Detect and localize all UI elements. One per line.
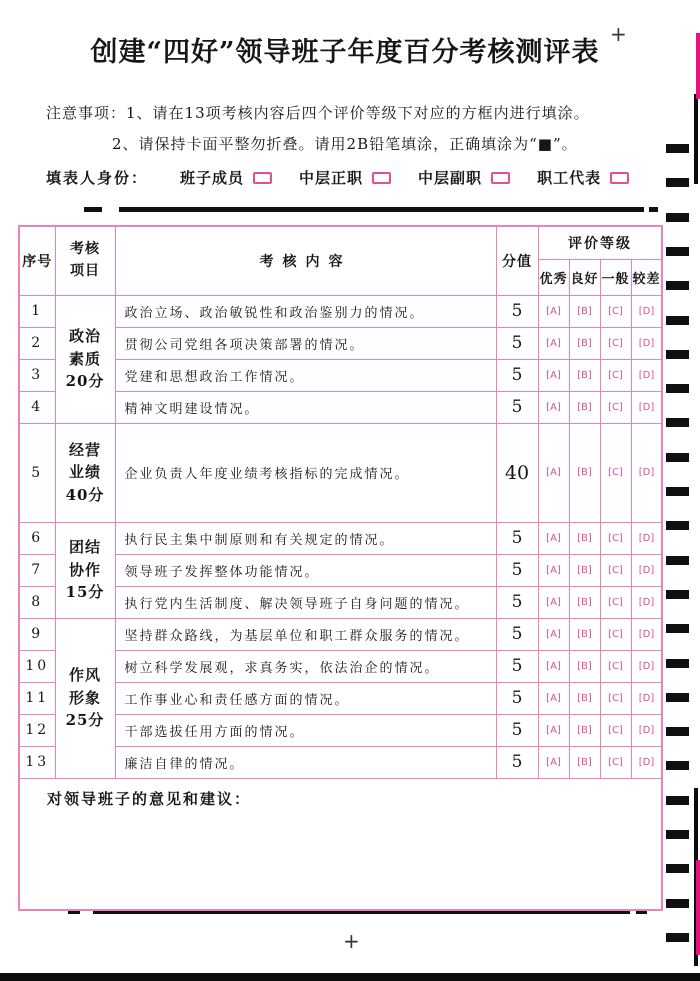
group-label-line: 15分 [65, 583, 105, 602]
grade-bubble-d[interactable]: [D] [631, 682, 662, 714]
group-label-line: 作风 [68, 666, 101, 685]
assessment-table [18, 225, 663, 911]
table-row [19, 359, 662, 391]
identity-label: 填表人身份： [46, 169, 149, 187]
table-row [19, 423, 662, 522]
filler-identity-row [46, 167, 656, 188]
grade-bubble-a[interactable]: [A] [538, 359, 569, 391]
comments-input-area[interactable]: 对领导班子的意见和建议： [19, 778, 662, 910]
assessment-content: 树立科学发展观，求真务实，依法治企的情况。 [115, 650, 496, 682]
assessment-content: 政治立场、政治敏锐性和政治鉴别力的情况。 [115, 295, 496, 327]
comments-row [19, 778, 662, 910]
grade-bubble-c[interactable]: [C] [600, 618, 631, 650]
grade-bubble-d[interactable]: [D] [631, 714, 662, 746]
score-value: 5 [496, 554, 538, 586]
identity-option-team-member [180, 167, 272, 188]
grade-bubble-d[interactable]: [D] [631, 522, 662, 554]
scan-edge-bottom [0, 973, 700, 981]
timing-mark [666, 316, 689, 325]
group-label-line: 40分 [65, 485, 105, 504]
group-style-image [55, 618, 115, 778]
option-label: 中层副职 [418, 169, 483, 187]
grade-bubble-c[interactable]: [C] [600, 423, 631, 522]
group-political-quality [55, 295, 115, 423]
score-value: 40 [496, 423, 538, 522]
group-label-line: 素质 [68, 349, 101, 368]
timing-mark [666, 418, 689, 427]
group-label-line: 20分 [65, 372, 105, 391]
grade-bubble-d[interactable]: [D] [631, 586, 662, 618]
timing-mark [666, 864, 689, 873]
score-value: 5 [496, 650, 538, 682]
assessment-content: 执行党内生活制度、解决领导班子自身问题的情况。 [115, 586, 496, 618]
form-title: 创建“四好”领导班子年度百分考核测评表 [90, 37, 600, 68]
identity-option-middle-deputy [418, 167, 510, 188]
grade-bubble-a[interactable]: [A] [538, 746, 569, 778]
timing-mark [666, 487, 689, 496]
grade-bubble-b[interactable]: [B] [569, 359, 600, 391]
assessment-content: 企业负责人年度业绩考核指标的完成情况。 [115, 423, 496, 522]
timing-mark [666, 453, 689, 462]
table-row [19, 618, 662, 650]
row-number: 3 [19, 359, 55, 391]
grade-bubble-a[interactable]: [A] [538, 554, 569, 586]
grade-bubble-a[interactable]: [A] [538, 522, 569, 554]
grade-bubble-a[interactable]: [A] [538, 650, 569, 682]
grade-bubble-b[interactable]: [B] [569, 327, 600, 359]
header-item: 考核项目 [55, 226, 115, 295]
group-label-line: 业绩 [68, 463, 101, 482]
notice-text-1: 1、请在13项考核内容后四个评价等级下对应的方框内进行填涂。 [126, 104, 590, 122]
timing-mark [666, 830, 689, 839]
assessment-content: 精神文明建设情况。 [115, 391, 496, 423]
table-row [19, 586, 662, 618]
table-row [19, 714, 662, 746]
row-number: 12 [19, 714, 55, 746]
score-value: 5 [496, 391, 538, 423]
timing-mark [666, 247, 689, 256]
assessment-content: 贯彻公司党组各项决策部署的情况。 [115, 327, 496, 359]
table-row [19, 746, 662, 778]
grade-bubble-b[interactable]: [B] [569, 295, 600, 327]
grade-bubble-a[interactable]: [A] [538, 327, 569, 359]
timing-mark [666, 178, 689, 187]
grade-bubble-d[interactable]: [D] [631, 618, 662, 650]
grade-bubble-d[interactable]: [D] [631, 295, 662, 327]
assessment-content: 廉洁自律的情况。 [115, 746, 496, 778]
group-label-line: 协作 [68, 560, 101, 579]
registration-cross-top-icon: + [610, 22, 627, 46]
score-value: 5 [496, 618, 538, 650]
grade-bubble-b[interactable]: [B] [569, 423, 600, 522]
grade-bubble-b[interactable]: [B] [569, 650, 600, 682]
grade-bubble-b[interactable]: [B] [569, 682, 600, 714]
score-value: 5 [496, 682, 538, 714]
row-number: 13 [19, 746, 55, 778]
grade-bubble-a[interactable]: [A] [538, 423, 569, 522]
timing-mark [666, 281, 689, 290]
timing-mark [666, 384, 689, 393]
timing-mark [666, 933, 689, 942]
table-row [19, 554, 662, 586]
table-header-row [19, 226, 662, 259]
notice-label: 注意事项： [46, 104, 127, 122]
header-seq: 序号 [19, 226, 55, 295]
grade-bubble-c[interactable]: [C] [600, 295, 631, 327]
header-average: 一般 [600, 259, 631, 295]
option-label: 中层正职 [299, 169, 364, 187]
grade-bubble-d[interactable]: [D] [631, 391, 662, 423]
score-value: 5 [496, 746, 538, 778]
assessment-content: 领导班子发挥整体功能情况。 [115, 554, 496, 586]
group-label-line: 25分 [65, 711, 105, 730]
option-label: 职工代表 [537, 169, 602, 187]
grade-bubble-a[interactable]: [A] [538, 586, 569, 618]
score-value: 5 [496, 586, 538, 618]
header-score: 分值 [496, 226, 538, 295]
identity-checkbox[interactable] [610, 172, 629, 184]
scan-edge-magenta [696, 860, 700, 955]
grade-bubble-d[interactable]: [D] [631, 554, 662, 586]
timing-mark [666, 659, 689, 668]
score-value: 5 [496, 295, 538, 327]
grade-bubble-c[interactable]: [C] [600, 522, 631, 554]
grade-bubble-b[interactable]: [B] [569, 391, 600, 423]
timing-mark [666, 796, 689, 805]
group-label-line: 政治 [68, 327, 101, 346]
grade-bubble-d[interactable]: [D] [631, 423, 662, 522]
notice-line-1 [46, 102, 590, 123]
row-number: 11 [19, 682, 55, 714]
header-good: 良好 [569, 259, 600, 295]
grade-bubble-b[interactable]: [B] [569, 586, 600, 618]
grade-bubble-b[interactable]: [B] [569, 618, 600, 650]
timing-mark [666, 590, 689, 599]
identity-option-middle-principal [299, 167, 391, 188]
grade-bubble-b[interactable]: [B] [569, 714, 600, 746]
assessment-content: 执行民主集中制原则和有关规定的情况。 [115, 522, 496, 554]
grade-bubble-a[interactable]: [A] [538, 682, 569, 714]
row-number: 5 [19, 423, 55, 522]
score-value: 5 [496, 327, 538, 359]
grade-bubble-c[interactable]: [C] [600, 714, 631, 746]
calibration-line-top [0, 207, 700, 212]
group-label-line: 团结 [68, 538, 101, 557]
table-row [19, 327, 662, 359]
row-number: 7 [19, 554, 55, 586]
grade-bubble-d[interactable]: [D] [631, 650, 662, 682]
grade-bubble-a[interactable]: [A] [538, 618, 569, 650]
row-number: 9 [19, 618, 55, 650]
score-value: 5 [496, 714, 538, 746]
table-row [19, 650, 662, 682]
timing-mark [666, 693, 689, 702]
identity-checkbox[interactable] [372, 172, 391, 184]
header-grade: 评价等级 [538, 226, 662, 259]
identity-checkbox[interactable] [253, 172, 272, 184]
row-number: 10 [19, 650, 55, 682]
grade-bubble-c[interactable]: [C] [600, 391, 631, 423]
row-number: 6 [19, 522, 55, 554]
table-row [19, 522, 662, 554]
assessment-content: 工作事业心和责任感方面的情况。 [115, 682, 496, 714]
grade-bubble-d[interactable]: [D] [631, 359, 662, 391]
timing-mark [666, 899, 689, 908]
row-number: 4 [19, 391, 55, 423]
scan-edge-right [694, 94, 698, 184]
group-label-line: 形象 [68, 688, 101, 707]
registration-cross-bottom-icon: + [343, 929, 360, 953]
timing-mark [666, 521, 689, 530]
row-number: 8 [19, 586, 55, 618]
identity-checkbox[interactable] [491, 172, 510, 184]
timing-mark [666, 350, 689, 359]
grade-bubble-c[interactable]: [C] [600, 682, 631, 714]
timing-mark [666, 556, 689, 565]
identity-option-staff-rep [537, 167, 629, 188]
header-content: 考核内容 [115, 226, 496, 295]
grade-bubble-b[interactable]: [B] [569, 522, 600, 554]
grade-bubble-c[interactable]: [C] [600, 746, 631, 778]
grade-bubble-b[interactable]: [B] [569, 554, 600, 586]
group-label-line: 经营 [68, 440, 101, 459]
table-row [19, 295, 662, 327]
notice-line-2: 2、请保持卡面平整勿折叠。请用2B铅笔填涂，正确填涂为“■”。 [112, 135, 578, 153]
grade-bubble-c[interactable]: [C] [600, 359, 631, 391]
option-label: 班子成员 [180, 169, 245, 187]
grade-bubble-c[interactable]: [C] [600, 554, 631, 586]
row-number: 1 [19, 295, 55, 327]
grade-bubble-a[interactable]: [A] [538, 295, 569, 327]
timing-mark [666, 624, 689, 633]
header-poor: 较差 [631, 259, 662, 295]
assessment-content: 干部选拔任用方面的情况。 [115, 714, 496, 746]
grade-bubble-c[interactable]: [C] [600, 650, 631, 682]
grade-bubble-c[interactable]: [C] [600, 586, 631, 618]
grade-bubble-a[interactable]: [A] [538, 391, 569, 423]
row-number: 2 [19, 327, 55, 359]
timing-mark [666, 727, 689, 736]
grade-bubble-b[interactable]: [B] [569, 746, 600, 778]
table-row [19, 391, 662, 423]
assessment-content: 坚持群众路线，为基层单位和职工群众服务的情况。 [115, 618, 496, 650]
table-row [19, 682, 662, 714]
assessment-content: 党建和思想政治工作情况。 [115, 359, 496, 391]
grade-bubble-d[interactable]: [D] [631, 327, 662, 359]
score-value: 5 [496, 522, 538, 554]
grade-bubble-d[interactable]: [D] [631, 746, 662, 778]
grade-bubble-a[interactable]: [A] [538, 714, 569, 746]
scan-edge-magenta [696, 33, 700, 99]
timing-mark [666, 213, 689, 222]
grade-bubble-c[interactable]: [C] [600, 327, 631, 359]
header-excellent: 优秀 [538, 259, 569, 295]
group-business-performance [55, 423, 115, 522]
score-value: 5 [496, 359, 538, 391]
timing-mark [666, 144, 689, 153]
timing-mark [666, 761, 689, 770]
group-unity-cooperation [55, 522, 115, 618]
